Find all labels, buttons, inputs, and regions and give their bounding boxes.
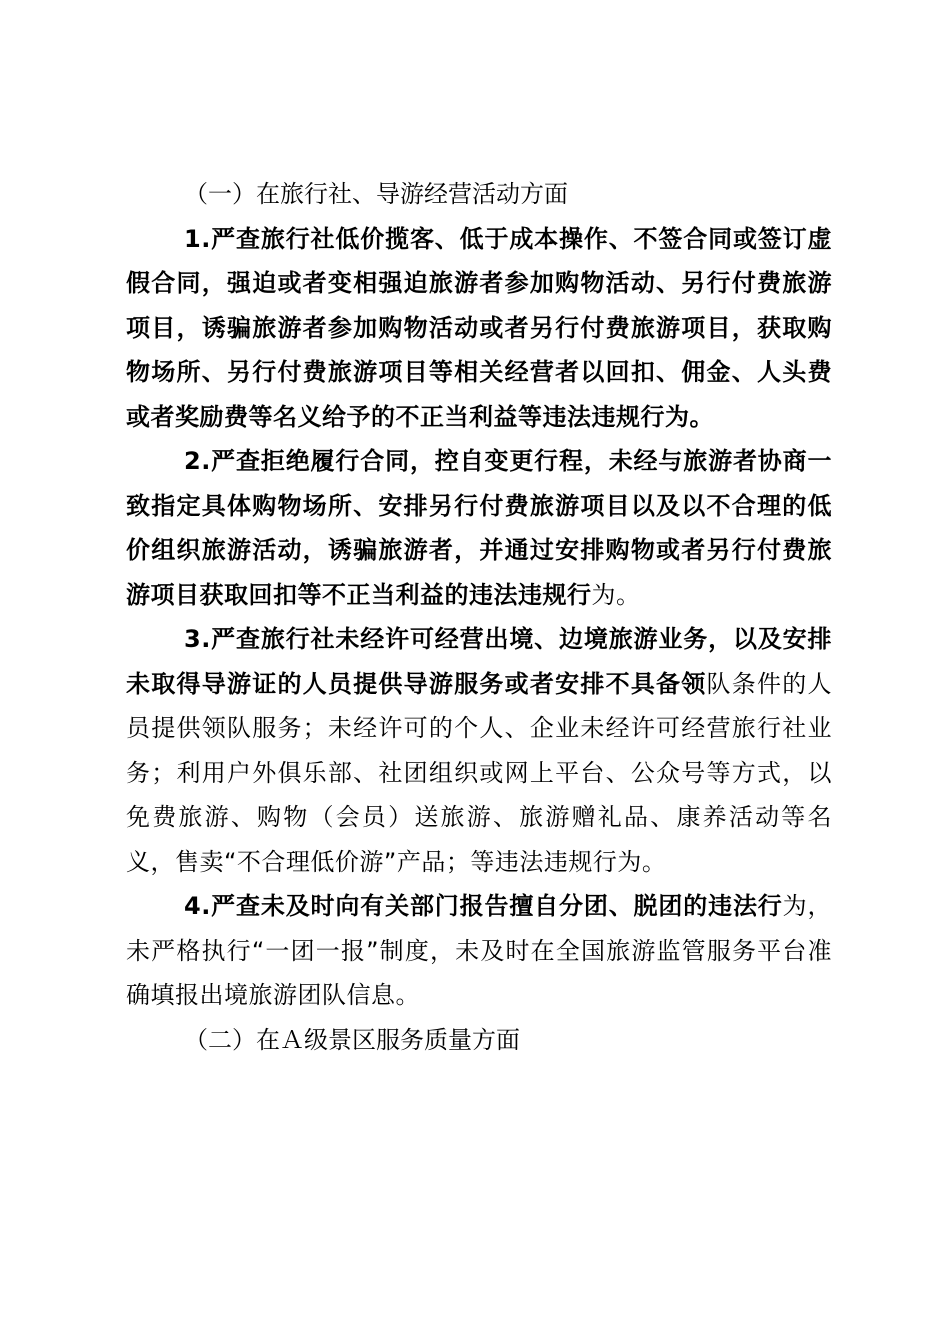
document-body [126, 172, 832, 1062]
item-3-normal-text: 队条件的人员提供领队服务；未经许可的个人、企业未经许可经营旅行社业务；利用户外俱乐部、社团组织或网上平台、公众号等方式，以免费旅游、购物（会员）送旅游、旅游赠礼品、康养活动等名义，售卖“不合理低价游”产品；等违法违规行为。 [126, 669, 833, 876]
item-3-bold-text: 3.严查旅行社未经许可经营出境、边境旅游业务，以及安排未取得导游证的人员提供导游服务或者安排不具备领 [126, 625, 832, 698]
item-3-paragraph [126, 617, 832, 884]
item-1-paragraph: 1.严查旅行社低价揽客、低于成本操作、不签合同或签订虚假合同，强迫或者变相强迫旅游者参加购物活动、另行付费旅游项目，诱骗旅游者参加购物活动或者另行付费旅游项目，获取购物场所、另行付费旅游项目等相关经营者以回扣、佣金、人头费或者奖励费等名义给予的不正当利益等违法违规行为。 [126, 224, 832, 431]
item-4-paragraph [126, 884, 832, 1018]
item-2-bold-text: 2.严查拒绝履行合同，控自变更行程，未经与旅游者协商一致指定具体购物场所、安排另行付费旅游项目以及以不合理的低价组织旅游活动，诱骗旅游者，并通过安排购物或者另行付费旅游项目获取回扣等不正当利益的违法违规行 [126, 447, 832, 609]
item-4-normal-text: 为，未严格执行“一团一报”制度，未及时在全国旅游监管服务平台准确填报出境旅游团队信息。 [126, 892, 832, 1009]
item-2-paragraph [126, 439, 832, 617]
section-heading-1: （一）在旅行社、导游经营活动方面 [184, 180, 568, 208]
item-4-bold-text: 4.严查未及时向有关部门报告擅自分团、脱团的违法行 [184, 892, 783, 920]
item-2-normal-text: 为。 [591, 580, 641, 609]
section-heading-2: （二）在Ａ级景区服务质量方面 [184, 1025, 520, 1054]
